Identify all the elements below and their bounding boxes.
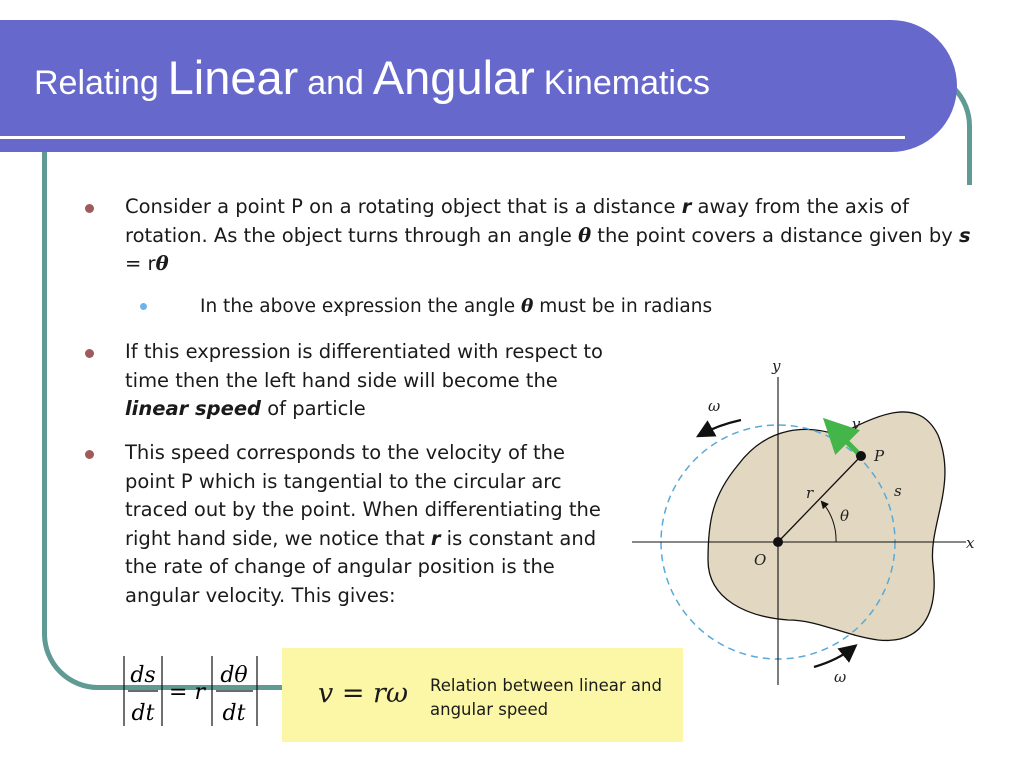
bullet-1-text: Consider a point P on a rotating object that is a distance r away from the axis of rotation. As the object turns through an angle θ the point covers a distance given by s = rθ (125, 195, 971, 275)
label-O: O (754, 551, 767, 569)
point-O (773, 537, 783, 547)
derivative-equation (116, 650, 276, 730)
bullet-3-text: This speed corresponds to the velocity of the point P which is tangential to the circular arc traced out by the point. When differentiating the right hand side, we notice that r is constant and the rate of change of angular position is the angular velocity. This gives: (125, 441, 601, 607)
v-equals-r-omega: v = rω (318, 678, 408, 709)
relation-label: Relation between linear and angular speed (430, 676, 662, 719)
label-omega-top: ω (708, 397, 721, 415)
title-underline (0, 136, 905, 139)
formula-box (282, 648, 683, 742)
bullet-dot (85, 204, 94, 213)
label-P: P (874, 447, 885, 465)
numerator-dtheta: dθ (220, 663, 248, 688)
label-v: v (852, 415, 861, 433)
rigid-body (708, 412, 945, 641)
bullet-2-text: If this expression is differentiated with respect to time then the left hand side will become the linear speed of particle (125, 340, 603, 420)
numerator-ds: ds (130, 663, 156, 688)
bullet-dot (85, 349, 94, 358)
sub-bullet-1-text: In the above expression the angle θ must be in radians (200, 296, 713, 317)
denominator-dt-2: dt (222, 701, 246, 726)
equals-r: = r (169, 680, 205, 705)
slide-title: Relating Linear and Angular Kinematics (34, 51, 710, 104)
denominator-dt: dt (131, 701, 155, 726)
label-s: s (894, 482, 902, 500)
label-theta: θ (840, 507, 850, 525)
omega-arrow-bottom (814, 647, 854, 667)
bullet-dot (85, 450, 94, 459)
label-y: y (772, 357, 781, 375)
label-x: x (966, 534, 975, 552)
label-r: r (806, 484, 814, 502)
label-omega-bottom: ω (834, 668, 847, 686)
rotation-diagram (628, 355, 988, 690)
point-P (856, 451, 866, 461)
sub-bullet-dot (140, 303, 147, 310)
